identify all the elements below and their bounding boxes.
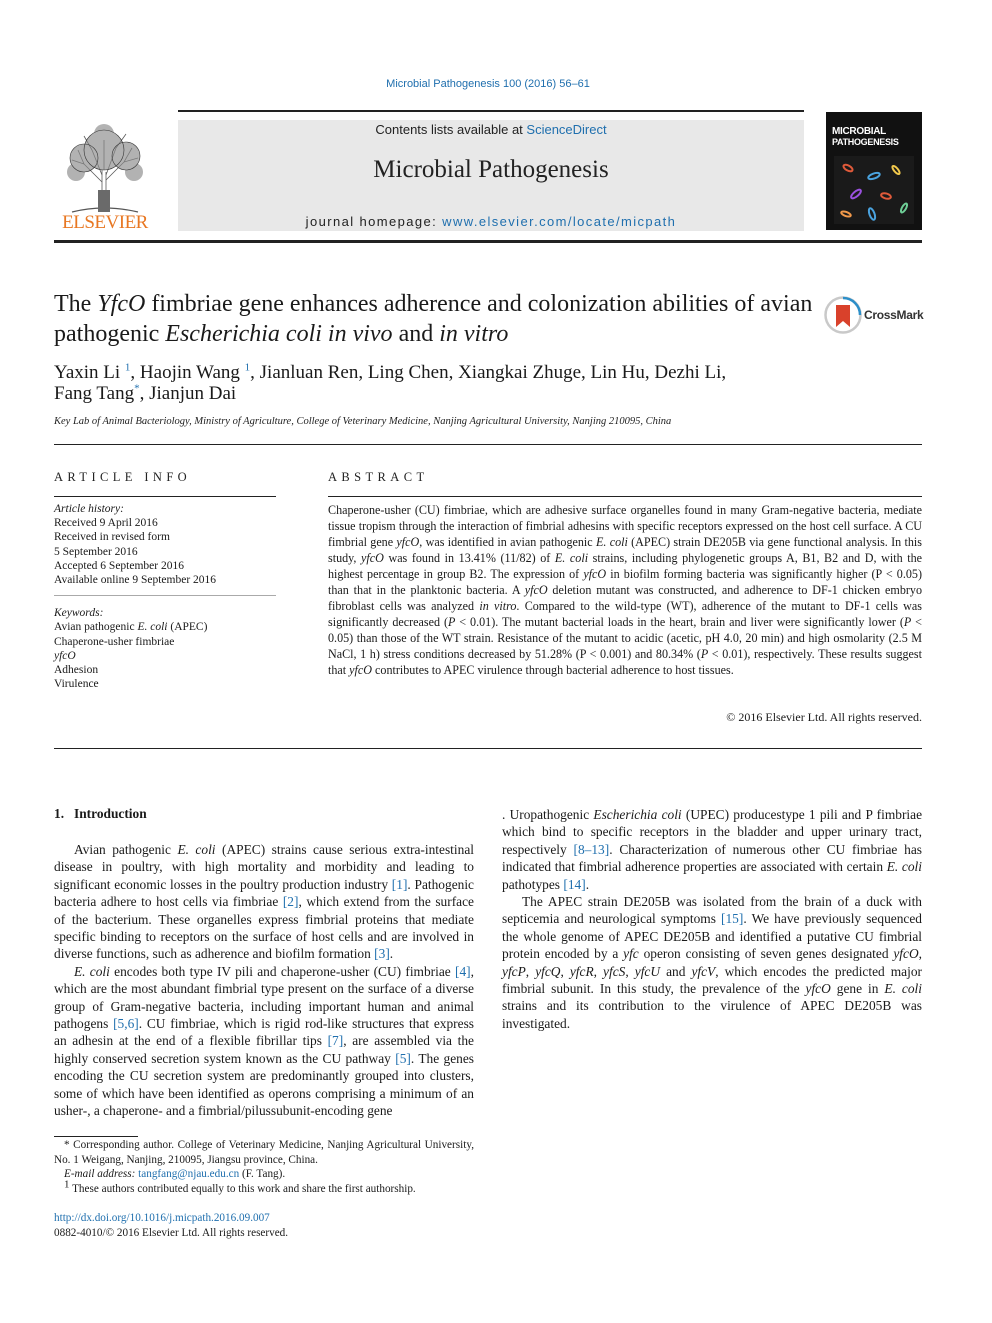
- reference-link[interactable]: [5]: [395, 1050, 411, 1066]
- doi-link[interactable]: http://dx.doi.org/10.1016/j.micpath.2016.09.007: [54, 1212, 270, 1224]
- keywords: Keywords: Avian pathogenic E. coli (APEC) Chaperone-usher fimbriae yfcO Adhesion Virulence: [54, 606, 276, 692]
- body-column-right: [502, 806, 922, 1032]
- abstract-label: ABSTRACT: [328, 470, 429, 484]
- journal-banner: [178, 120, 804, 231]
- crossmark-badge[interactable]: [824, 294, 924, 334]
- footnote-equal: $^1$ These authors contributed equally to this work and share the first authorship.: [64, 1177, 416, 1195]
- keyword: Adhesion: [54, 664, 99, 677]
- keyword: Virulence: [54, 678, 99, 691]
- reference-link[interactable]: [5,6]: [113, 1016, 139, 1032]
- body-column-left: [54, 841, 474, 1120]
- homepage-link[interactable]: www.elsevier.com/locate/micpath: [442, 214, 677, 229]
- divider: [54, 595, 276, 596]
- cover-art-icon: [834, 156, 914, 224]
- journal-name: Microbial Pathogenesis: [373, 156, 609, 183]
- divider: [328, 496, 922, 497]
- cover-title: MICROBIAL PATHOGENESIS: [832, 126, 899, 147]
- footnote-rule: [54, 1136, 138, 1137]
- divider: [54, 748, 922, 749]
- reference-link[interactable]: [14]: [563, 876, 586, 892]
- footnotes: [54, 1138, 474, 1196]
- abstract-text: Chaperone-usher (CU) fimbriae, which are adhesive surface organelles found in many Gram-negative bacteria, mediate tissue tropism through the interaction of fimbrial adhesins with specific receptors expressed on the host cell surface. A CU fimbrial gene yfcO, was identified in avian pathogenic E. coli (APEC) strain DE205B via gene functional analysis. In this study, yfcO was found in 13.41% (11/82) of E. coli strains, including phylogenetic groups A, B1, B2 and D, with the highest percentage in group B2. The expression of yfcO in biofilm forming bacteria was significantly higher (P < 0.05) than that in the planktonic bacteria. A yfcO deletion mutant was constructed, and adherence to DF-1 chicken embryo fibroblast cells was analyzed in vitro. Compared to the wild-type (WT), adherence of the mutant to DF-1 cells was significantly decreased (P < 0.01). The mutant bacterial loads in the heart, brain and liver were significantly lower (P < 0.05) than those of the WT strain. Resistance of the mutant to acidic (acetic, pH 4.0, 20 min) and high osmolarity (2.5 M NaCl, 1 h) stress conditions decreased by 51.28% (P < 0.001) and 80.34% (P < 0.01), respectively. These results suggest that yfcO contributes to APEC virulence through bacterial adherence to host tissues.: [328, 503, 923, 677]
- contents-line: Contents lists available at ScienceDirect: [375, 122, 607, 137]
- sciencedirect-link[interactable]: ScienceDirect: [526, 122, 607, 137]
- crossmark-label: CrossMark: [864, 308, 924, 322]
- header-rule: [178, 110, 804, 112]
- footnote-email: E-mail address: tangfang@njau.edu.cn (F. Tang).: [64, 1168, 286, 1180]
- author[interactable]: Ling Chen: [367, 362, 449, 383]
- article-history: Article history: Received 9 April 2016 Received in revised form 5 September 2016 Accepted 6 September 2016 Available online 9 September 2016: [54, 503, 217, 587]
- elsevier-logo[interactable]: [54, 120, 156, 232]
- reference-link[interactable]: [2]: [282, 894, 299, 910]
- author[interactable]: Jianjun Dai: [149, 383, 237, 404]
- author-list: Yaxin Li $^1$, Haojin Wang $^1$, Jianluan Ren, Ling Chen, Xiangkai Zhuge, Lin Hu, Dezhi Li, Fang Tang*, Jianjun Dai: [54, 361, 727, 404]
- reference-link[interactable]: [4]: [455, 963, 471, 979]
- homepage-line: journal homepage: www.elsevier.com/locate/micpath: [305, 214, 677, 229]
- author[interactable]: Haojin Wang $^1$: [139, 361, 251, 383]
- keyword: Avian pathogenic E. coli (APEC): [54, 621, 208, 634]
- section-heading: 1. Introduction: [54, 806, 147, 821]
- author[interactable]: Xiangkai Zhuge: [458, 362, 582, 383]
- reference-link[interactable]: [15]: [721, 911, 744, 927]
- reference-link[interactable]: [3]: [374, 946, 390, 962]
- journal-cover[interactable]: [826, 112, 922, 230]
- paragraph: . Uropathogenic Escherichia coli (UPEC) producestype 1 pili and P fimbriae which bind to specific receptors in the bladder and upper urinary tract, respectively [8–13]. Characterization of numerous other CU fimbriae has indicated that fimbrial adherence properties are associated with certain E. coli pathotypes [14].: [502, 807, 923, 892]
- author[interactable]: Yaxin Li $^1$: [54, 361, 131, 383]
- paragraph: Avian pathogenic E. coli (APEC) strains cause serious extra-intestinal disease in poultry, with high mortality and morbidity and leading to significant economic losses in the poultry production industry [1]. Pathogenic bacteria adhere to host cells via fimbriae [2], which extend from the surface of the bacterium. These organelles express fimbrial proteins that mediate specific binding to receptors on the surface of host cells and are involved in diverse functions, such as adherence and biofilm formation [3].: [54, 842, 475, 962]
- abstract-copyright: © 2016 Elsevier Ltd. All rights reserved.: [726, 710, 922, 724]
- crossmark-icon: [824, 296, 862, 334]
- keyword: yfcO: [54, 649, 76, 662]
- divider: [54, 496, 276, 497]
- paragraph: E. coli encodes both type IV pili and chaperone-usher (CU) fimbriae [4], which are the most abundant fimbrial type present on the surface of a diverse group of Gram-negative bacteria, including important human and animal pathogens [5,6]. CU fimbriae, which is rigid rod-like structures that express an adhesin at the end of a flexible fibrillar tips [7], are assembled via the highly conserved secretion system known as the CU pathway [5]. The genes encoding the CU secretion system are predominantly grouped into clusters, some of which have been identified as operons comprising a minimum of an usher-, a chaperone- and a fimbrial/pilussubunit-encoding gene: [54, 963, 474, 1119]
- keyword: Chaperone-usher fimbriae: [54, 635, 175, 648]
- email-link[interactable]: tangfang@njau.edu.cn: [138, 1168, 240, 1180]
- reference-link[interactable]: [7]: [327, 1033, 344, 1049]
- author[interactable]: Dezhi Li: [654, 362, 722, 383]
- journal-citation[interactable]: Microbial Pathogenesis 100 (2016) 56–61: [386, 78, 590, 90]
- article-title: The YfcO fimbriae gene enhances adherence and colonization abilities of avian pathogenic Escherichia coli in vivo and in vitro: [54, 291, 813, 347]
- affiliation: Key Lab of Animal Bacteriology, Ministry of Agriculture, College of Veterinary Medicine, Nanjing Agricultural University, Nanjing 210095, China: [54, 416, 672, 427]
- header-rule-thick: [54, 240, 922, 243]
- footnote-corresponding: * Corresponding author. College of Veterinary Medicine, Nanjing Agricultural University, No. 1 Weigang, Nanjing, 210095, Jiangsu province, China.: [54, 1139, 474, 1166]
- author[interactable]: Fang Tang*: [54, 382, 140, 404]
- reference-link[interactable]: [1]: [391, 876, 408, 892]
- paragraph: The APEC strain DE205B was isolated from the brain of a duck with septicemia and neurological symptoms [15]. We have previously sequenced the whole genome of APEC DE205B and identified a putative CU fimbrial protein encoded by a yfc operon consisting of seven genes designated yfcO, yfcP, yfcQ, yfcR, yfcS, yfcU and yfcV, which encodes the predicted major fimbrial subunit. In this study, the prevalence of the yfcO gene in E. coli strains and its contribution to the virulence of APEC DE205B was investigated.: [502, 894, 923, 1031]
- elsevier-wordmark: ELSEVIER: [62, 212, 148, 233]
- author[interactable]: Lin Hu: [590, 362, 645, 383]
- issn-line: 0882-4010/© 2016 Elsevier Ltd. All rights reserved.: [54, 1227, 289, 1239]
- article-info-label: ARTICLE INFO: [54, 470, 192, 484]
- divider: [54, 444, 922, 445]
- author[interactable]: Jianluan Ren: [259, 362, 359, 383]
- reference-link[interactable]: [8–13]: [573, 841, 610, 857]
